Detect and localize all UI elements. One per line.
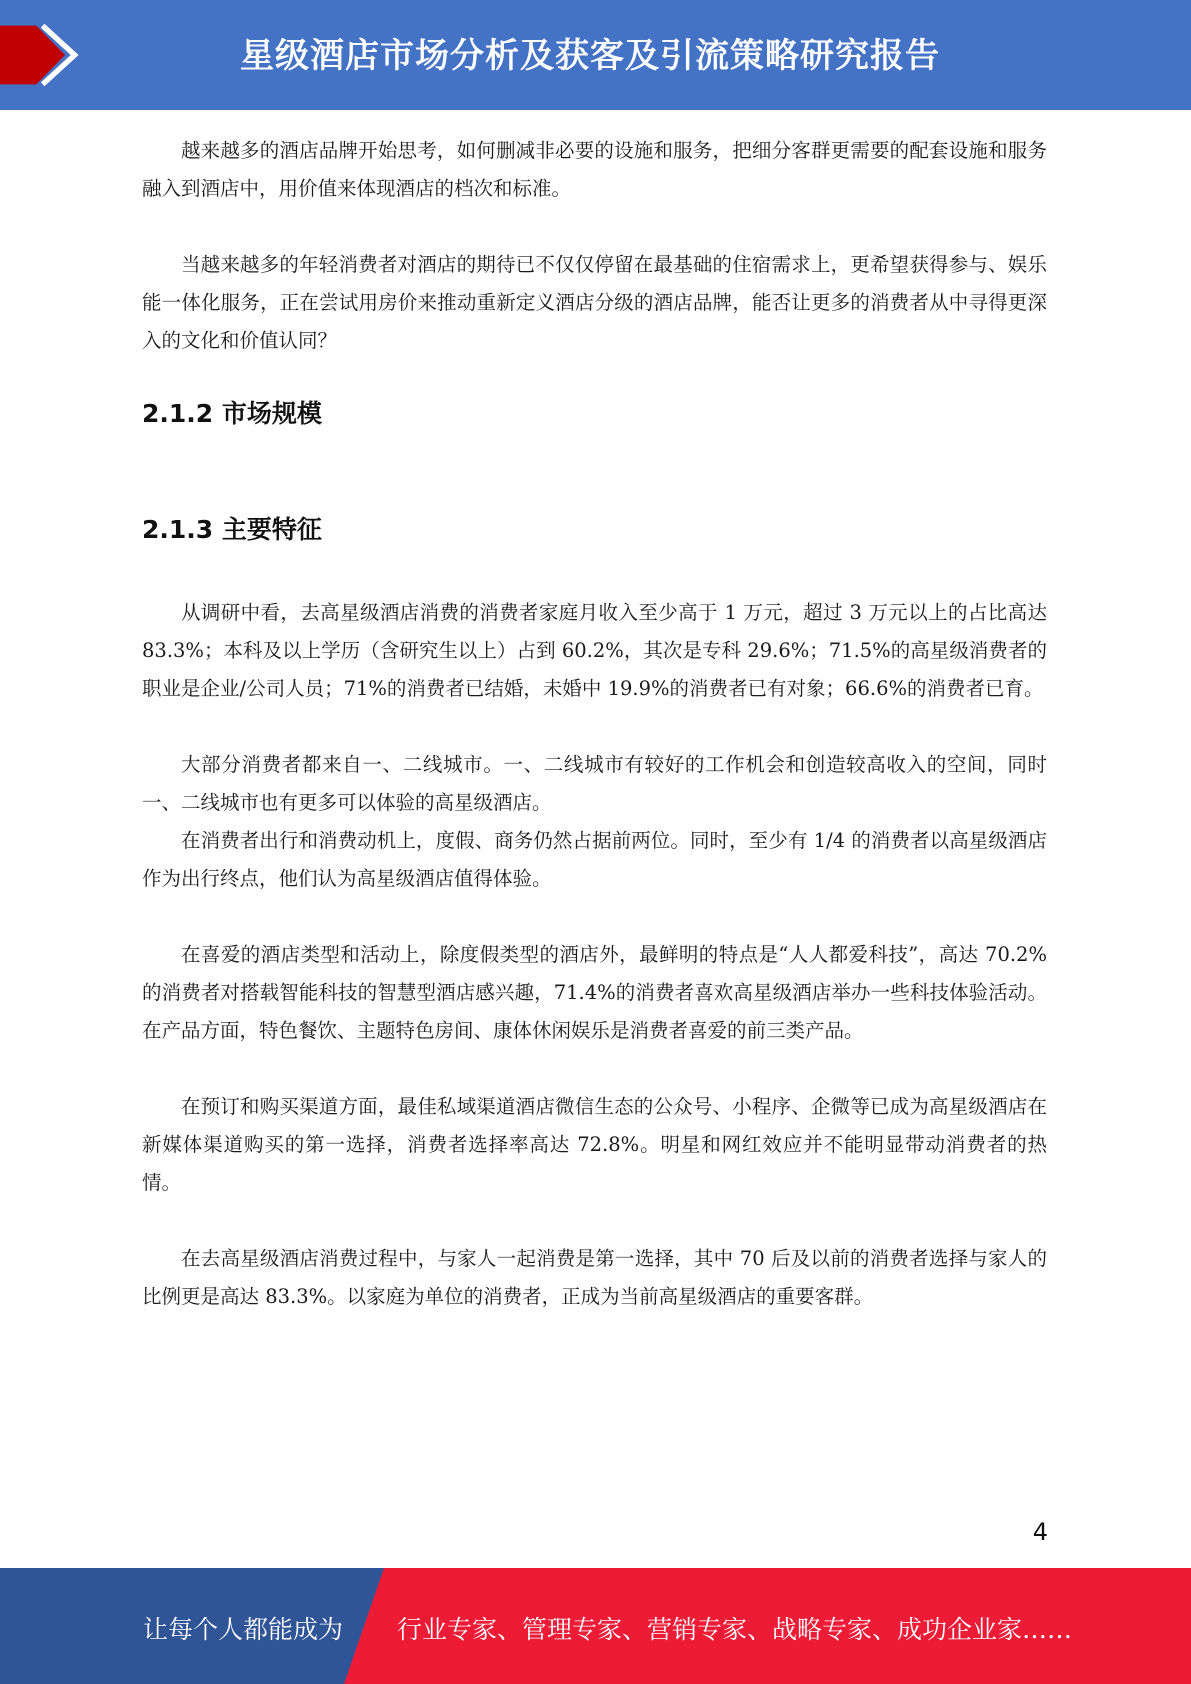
page-content bbox=[142, 132, 1047, 1316]
paragraph: 从调研中看，去高星级酒店消费的消费者家庭月收入至少高于 1 万元，超过 3 万元以上的占比高达 83.3%；本科及以上学历（含研究生以上）占到 60.2%，其次是专科 29.6%；71.5%的高星级消费者的职业是企业/公司人员；71%的消费者已结婚，未婚中 19.9%的消费者已有对象；66.6%的消费者已育。 bbox=[142, 601, 1047, 700]
paragraph: 在去高星级酒店消费过程中，与家人一起消费是第一选择，其中 70 后及以前的消费者选择与家人的比例更是高达 83.3%。以家庭为单位的消费者，正成为当前高星级酒店的重要客群。 bbox=[142, 1247, 1047, 1308]
header-chevron-decoration bbox=[0, 0, 80, 110]
footer-banner bbox=[0, 1568, 1191, 1684]
section-heading-market-size: 2.1.2 市场规模 bbox=[142, 399, 322, 428]
document-title: 星级酒店市场分析及获客及引流策略研究报告 bbox=[240, 36, 940, 76]
paragraph: 大部分消费者都来自一、二线城市。一、二线城市有较好的工作机会和创造较高收入的空间，同时一、二线城市也有更多可以体验的高星级酒店。 bbox=[142, 753, 1047, 814]
paragraph: 在喜爱的酒店类型和活动上，除度假类型的酒店外，最鲜明的特点是“人人都爱科技”，高达 70.2%的消费者对搭载智能科技的智慧型酒店感兴趣，71.4%的消费者喜欢高星级酒店举办一些科技体验活动。在产品方面，特色餐饮、主题特色房间、康体休闲娱乐是消费者喜爱的前三类产品。 bbox=[142, 943, 1047, 1042]
footer-slogan-left: 让每个人都能成为 bbox=[143, 1615, 344, 1644]
header-banner bbox=[0, 0, 1191, 110]
page-number: 4 bbox=[1032, 1518, 1048, 1546]
paragraph: 在预订和购买渠道方面，最佳私域渠道酒店微信生态的公众号、小程序、企微等已成为高星级酒店在新媒体渠道购买的第一选择，消费者选择率高达 72.8%。明星和网红效应并不能明显带动消费者的热情。 bbox=[142, 1095, 1047, 1194]
paragraph: 越来越多的酒店品牌开始思考，如何删减非必要的设施和服务，把细分客群更需要的配套设施和服务融入到酒店中，用价值来体现酒店的档次和标准。 bbox=[142, 139, 1047, 200]
paragraph: 在消费者出行和消费动机上，度假、商务仍然占据前两位。同时，至少有 1/4 的消费者以高星级酒店作为出行终点，他们认为高星级酒店值得体验。 bbox=[142, 829, 1047, 890]
footer-slogan-right: 行业专家、管理专家、营销专家、战略专家、成功企业家…… bbox=[397, 1615, 1073, 1644]
paragraph: 当越来越多的年轻消费者对酒店的期待已不仅仅停留在最基础的住宿需求上，更希望获得参与、娱乐能一体化服务，正在尝试用房价来推动重新定义酒店分级的酒店品牌，能否让更多的消费者从中寻得更深入的文化和价值认同？ bbox=[142, 253, 1047, 352]
section-heading-main-features: 2.1.3 主要特征 bbox=[142, 515, 322, 544]
